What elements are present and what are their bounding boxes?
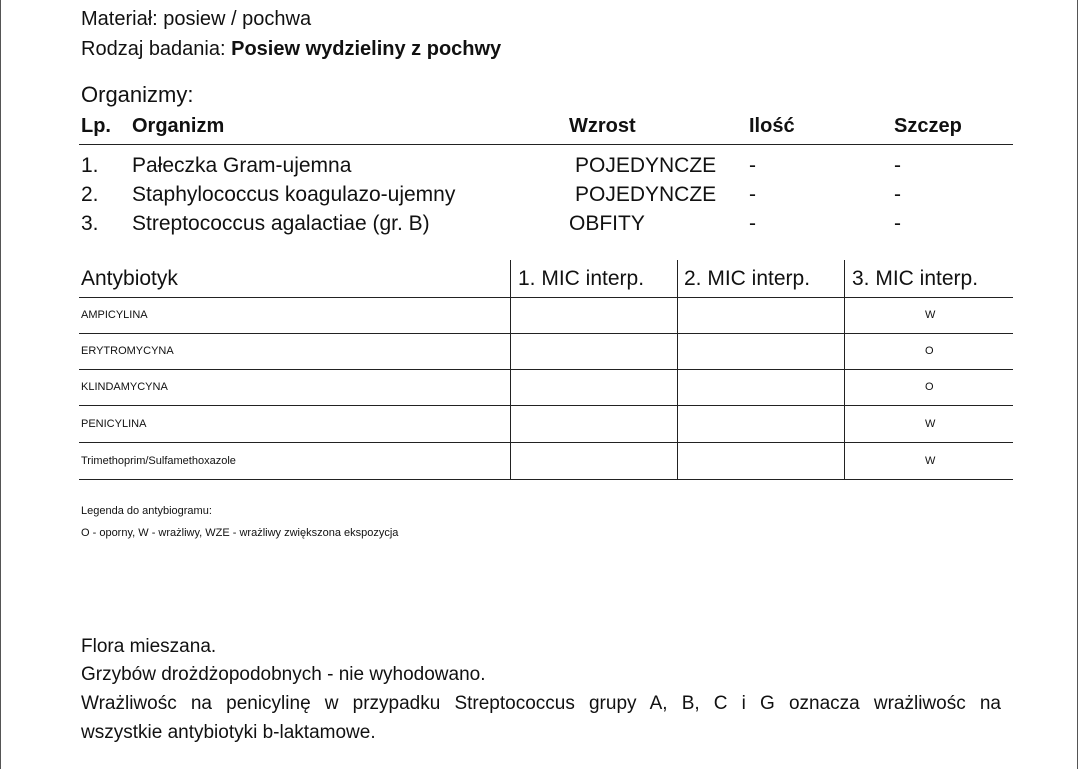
col-lp-header: Lp.	[81, 115, 111, 137]
mic2-col-header: 2. MIC interp.	[684, 267, 811, 290]
note-penicillin-line-2: wszystkie antybiotyki b-laktamowe.	[81, 722, 376, 743]
antibiotic-row-4-mic3: W	[925, 418, 936, 430]
organism-row-1-strain: -	[894, 154, 901, 177]
antibiogram-hline-5	[79, 479, 1013, 480]
note-yeast: Grzybów drożdżopodobnych - nie wyhodowano.	[81, 664, 486, 685]
col-quantity-header: Ilość	[749, 115, 795, 137]
material-label: Materiał: posiew / pochwa	[81, 8, 312, 30]
organism-row-3-name: Streptococcus agalactiae (gr. B)	[132, 212, 430, 235]
legend-title: Legenda do antybiogramu:	[81, 505, 212, 517]
exam-type-prefix: Rodzaj badania:	[81, 38, 232, 60]
organism-row-1-lp: 1.	[81, 154, 99, 177]
organisms-header-divider	[79, 144, 1013, 145]
col-organism-header: Organizm	[132, 115, 225, 137]
organism-row-2-lp: 2.	[81, 183, 99, 206]
organism-row-1-quantity: -	[749, 154, 756, 177]
antibiogram-hline-3	[79, 405, 1013, 406]
organism-row-2-strain: -	[894, 183, 901, 206]
antibiotic-row-3-mic3: O	[925, 381, 934, 393]
organism-row-1-growth: POJEDYNCZE	[575, 154, 717, 177]
antibiotic-col-header: Antybiotyk	[81, 267, 178, 290]
antibiogram-hline-1	[79, 333, 1013, 334]
exam-type-name: Posiew wydzieliny z pochwy	[231, 38, 502, 60]
col-strain-header: Szczep	[894, 115, 962, 137]
antibiotic-row-5-name: Trimethoprim/Sulfamethoxazole	[81, 455, 236, 467]
antibiogram-hline-2	[79, 369, 1013, 370]
organism-row-2-name: Staphylococcus koagulazo-ujemny	[132, 183, 456, 206]
antibiotic-row-2-name: ERYTROMYCYNA	[81, 345, 174, 357]
antibiotic-row-4-name: PENICYLINA	[81, 418, 147, 430]
antibiotic-row-5-mic3: W	[925, 455, 936, 467]
organism-row-3-lp: 3.	[81, 212, 99, 235]
organisms-title: Organizmy:	[81, 82, 194, 107]
mic1-col-header: 1. MIC interp.	[518, 267, 645, 290]
antibiogram-hline-0	[79, 297, 1013, 298]
antibiotic-row-3-name: KLINDAMYCYNA	[81, 381, 168, 393]
antibiotic-row-1-name: AMPICYLINA	[81, 309, 148, 321]
organism-row-2-growth: POJEDYNCZE	[575, 183, 717, 206]
mic3-col-header: 3. MIC interp.	[852, 267, 979, 290]
exam-type	[81, 38, 501, 61]
antibiogram-hline-4	[79, 442, 1013, 443]
antibiotic-row-1-mic3: W	[925, 309, 936, 321]
col-growth-header: Wzrost	[569, 115, 636, 137]
note-mixed-flora: Flora mieszana.	[81, 636, 217, 657]
organism-row-3-strain: -	[894, 212, 901, 235]
legend-text: O - oporny, W - wrażliwy, WZE - wrażliwy zwiększona ekspozycja	[81, 527, 399, 539]
note-penicillin-line-1: Wrażliwośc na penicylinę w przypadku Streptococcus grupy A, B, C i G oznacza wrażliwośc na	[81, 693, 1001, 714]
organism-row-3-quantity: -	[749, 212, 756, 235]
organism-row-2-quantity: -	[749, 183, 756, 206]
organism-row-1-name: Pałeczka Gram-ujemna	[132, 154, 352, 177]
antibiotic-row-2-mic3: O	[925, 345, 934, 357]
organism-row-3-growth: OBFITY	[569, 212, 645, 235]
